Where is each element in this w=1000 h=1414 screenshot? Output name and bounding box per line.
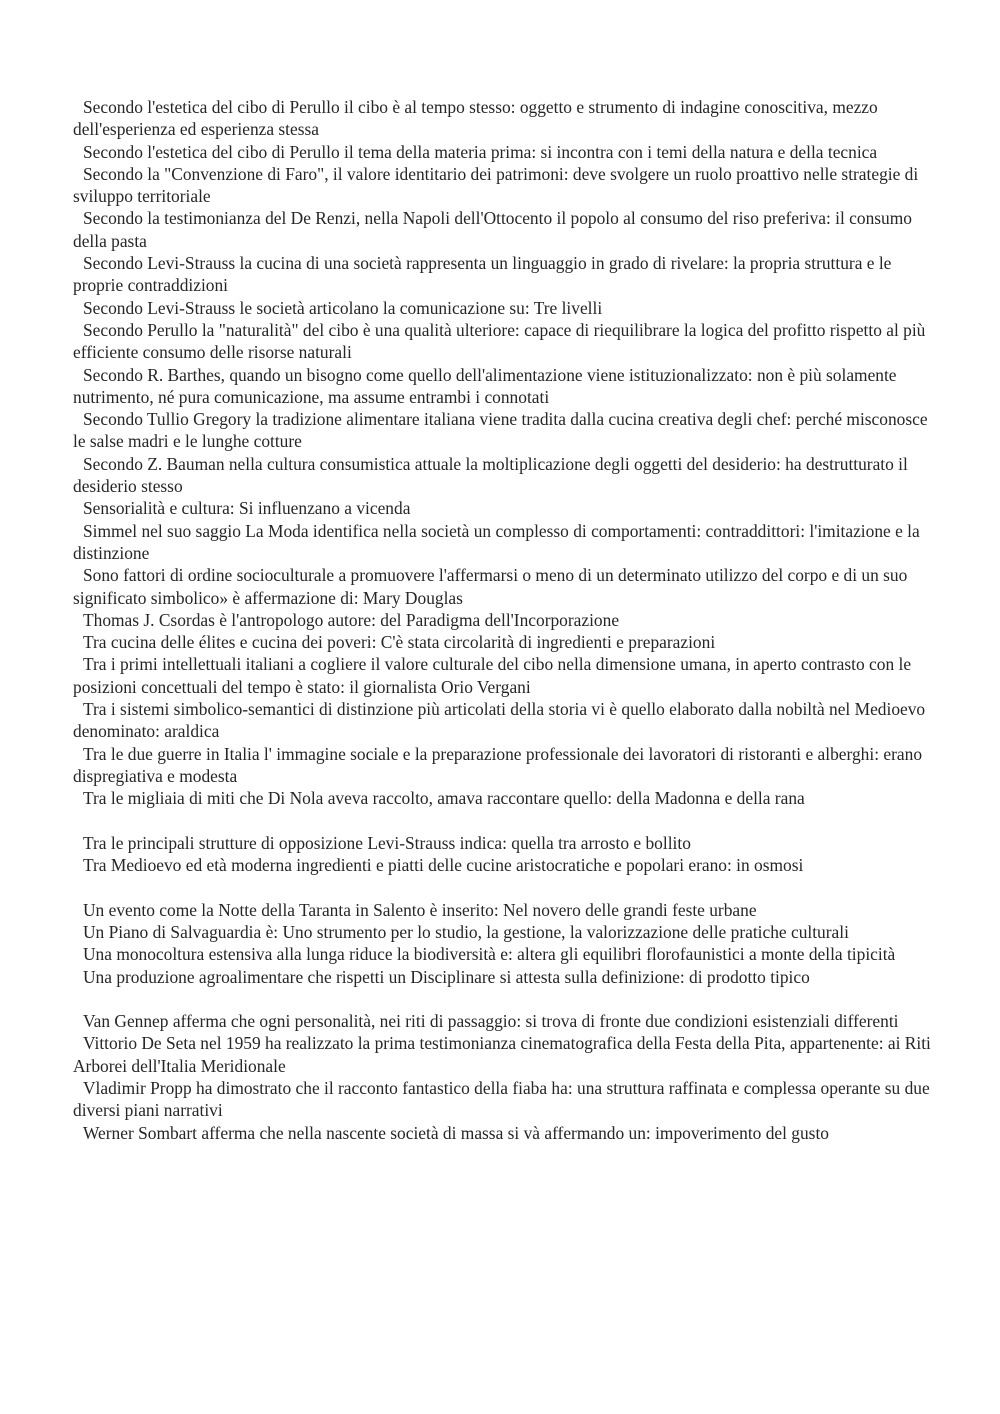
entry-item: Simmel nel suo saggio La Moda identifica nella società un complesso di comportamenti: contraddittori: l'imitazione e la distinzione	[73, 520, 920, 563]
entry-item: Tra i sistemi simbolico-semantici di distinzione più articolati della storia vi è quello elaborato dalla nobiltà nel Medioevo denominato: araldica	[73, 699, 926, 742]
entry-item: Una monocoltura estensiva alla lunga riduce la biodiversità e: altera gli equilibri florofaunistici a monte della tipicità	[83, 944, 896, 965]
entry-item: Secondo la "Convenzione di Faro", il valore identitario dei patrimoni: deve svolgere un ruolo proattivo nelle strategie di sviluppo territoriale	[73, 163, 919, 207]
entry-item: Tra i primi intellettuali italiani a cogliere il valore culturale del cibo nella dimensione umana, in aperto contrasto con le posizioni concettuali del tempo è stato: il giornalista Orio Vergani	[73, 654, 912, 697]
entry-list	[73, 96, 933, 1144]
entry-item: Sono fattori di ordine socioculturale a promuovere l'affermarsi o meno di un determinato utilizzo del corpo e di un suo significato simbolico» è affermazione di: Mary Douglas	[73, 565, 908, 608]
entry-item: Tra le migliaia di miti che Di Nola aveva raccolto, amava raccontare quello: della Madonna e della rana	[83, 788, 805, 809]
entry-item: Tra cucina delle élites e cucina dei poveri: C'è stata circolarità di ingredienti e preparazioni	[83, 632, 716, 653]
entry-item: Vladimir Propp ha dimostrato che il racconto fantastico della fiaba ha: una struttura raffinata e complessa operante su due diversi piani narrativi	[73, 1078, 930, 1121]
entry-item: Secondo Levi-Strauss le società articolano la comunicazione su: Tre livelli	[83, 297, 603, 318]
entry-item: Secondo Z. Bauman nella cultura consumistica attuale la moltiplicazione degli oggetti del desiderio: ha destrutturato il desiderio stesso	[73, 453, 908, 497]
entry-item: Un Piano di Salvaguardia è: Uno strumento per lo studio, la gestione, la valorizzazione delle pratiche culturali	[83, 921, 849, 942]
entry-item: Secondo l'estetica del cibo di Perullo il cibo è al tempo stesso: oggetto e strumento di indagine conoscitiva, mezzo dell'esperienza ed esperienza stessa	[73, 97, 878, 140]
entry-item: Secondo Levi-Strauss la cucina di una società rappresenta un linguaggio in grado di rivelare: la propria struttura e le proprie contraddizioni	[73, 253, 892, 296]
entry-item: Tra Medioevo ed età moderna ingredienti e piatti delle cucine aristocratiche e popolari erano: in osmosi	[83, 855, 804, 876]
entry-item: Secondo R. Barthes, quando un bisogno come quello dell'alimentazione viene istituzionalizzato: non è più solamente nutrimento, né pura comunicazione, ma assume entrambi i connotati	[73, 364, 897, 407]
entry-item: Un evento come la Notte della Taranta in Salento è inserito: Nel novero delle grandi feste urbane	[83, 899, 757, 920]
entry-item: Sensorialità e cultura: Si influenzano a vicenda	[83, 498, 411, 519]
entry-item: Secondo l'estetica del cibo di Perullo il tema della materia prima: si incontra con i temi della natura e della tecnica	[83, 141, 878, 162]
entry-item: Secondo Tullio Gregory la tradizione alimentare italiana viene tradita dalla cucina creativa degli chef: perché misconosce le salse madri e le lunghe cotture	[73, 409, 928, 452]
entry-item: Tra le principali strutture di opposizione Levi-Strauss indica: quella tra arrosto e bollito	[83, 832, 691, 853]
entry-item: Thomas J. Csordas è l'antropologo autore: del Paradigma dell'Incorporazione	[83, 609, 620, 630]
entry-item: Secondo Perullo la "naturalità" del cibo è una qualità ulteriore: capace di riequilibrare la logica del profitto rispetto al più efficiente consumo delle risorse naturali	[73, 319, 926, 363]
entry-item: Werner Sombart afferma che nella nascente società di massa si và affermando un: impoverimento del gusto	[83, 1122, 829, 1143]
entry-item: Secondo la testimonianza del De Renzi, nella Napoli dell'Ottocento il popolo al consumo del riso preferiva: il consumo della pasta	[73, 208, 912, 251]
entry-item: Vittorio De Seta nel 1959 ha realizzato la prima testimonianza cinematografica della Festa della Pita, appartenente: ai Riti Arborei dell'Italia Meridionale	[73, 1033, 931, 1076]
entry-item: Una produzione agroalimentare che rispetti un Disciplinare si attesta sulla definizione: di prodotto tipico	[83, 966, 810, 987]
entry-item: Tra le due guerre in Italia l' immagine sociale e la preparazione professionale dei lavoratori di ristoranti e alberghi: erano dispregiativa e modesta	[73, 743, 923, 786]
entry-item: Van Gennep afferma che ogni personalità, nei riti di passaggio: si trova di fronte due condizioni esistenziali differenti	[83, 1011, 899, 1032]
